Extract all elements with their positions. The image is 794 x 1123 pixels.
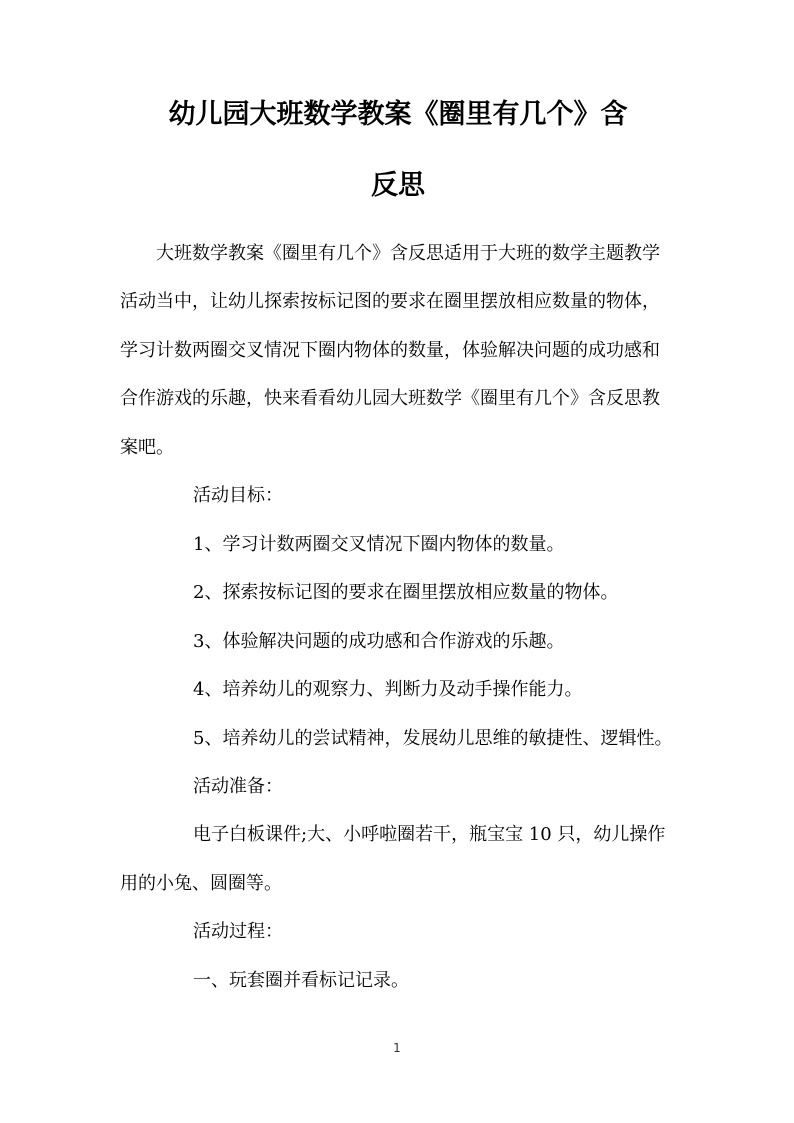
goal-item-1: 1、学习计数两圈交叉情况下圈内物体的数量。 — [193, 534, 565, 555]
prep-heading: 活动准备： — [193, 776, 283, 797]
intro-line-5: 案吧。 — [120, 437, 174, 458]
intro-line-2: 活动当中，让幼儿探索按标记图的要求在圈里摆放相应数量的物体， — [120, 291, 660, 312]
prep-line-1: 电子白板课件;大、小呼啦圈若干，瓶宝宝 10 只，幼儿操作 — [193, 824, 666, 845]
intro-line-1: 大班数学教案《圈里有几个》含反思适用于大班的数学主题教学 — [156, 243, 660, 264]
goal-item-4: 4、培养幼儿的观察力、判断力及动手操作能力。 — [193, 679, 583, 700]
intro-line-4: 合作游戏的乐趣，快来看看幼儿园大班数学《圈里有几个》含反思教 — [120, 388, 660, 409]
document-title-line-2: 反思 — [371, 170, 425, 201]
document-title-line-1: 幼儿园大班数学教案《圈里有几个》含 — [168, 99, 628, 130]
prep-line-2: 用的小兔、圆圈等。 — [120, 873, 282, 894]
intro-line-3: 学习计数两圈交叉情况下圈内物体的数量，体验解决问题的成功感和 — [120, 340, 660, 361]
goals-heading: 活动目标： — [193, 485, 283, 506]
process-step-1: 一、玩套圈并看标记记录。 — [193, 970, 409, 991]
page-number: 1 — [393, 1041, 401, 1055]
goal-item-5: 5、培养幼儿的尝试精神，发展幼儿思维的敏捷性、逻辑性。 — [193, 728, 673, 749]
goal-item-2: 2、探索按标记图的要求在圈里摆放相应数量的物体。 — [193, 582, 619, 603]
goal-item-3: 3、体验解决问题的成功感和合作游戏的乐趣。 — [193, 631, 565, 652]
process-heading: 活动过程： — [193, 921, 283, 942]
